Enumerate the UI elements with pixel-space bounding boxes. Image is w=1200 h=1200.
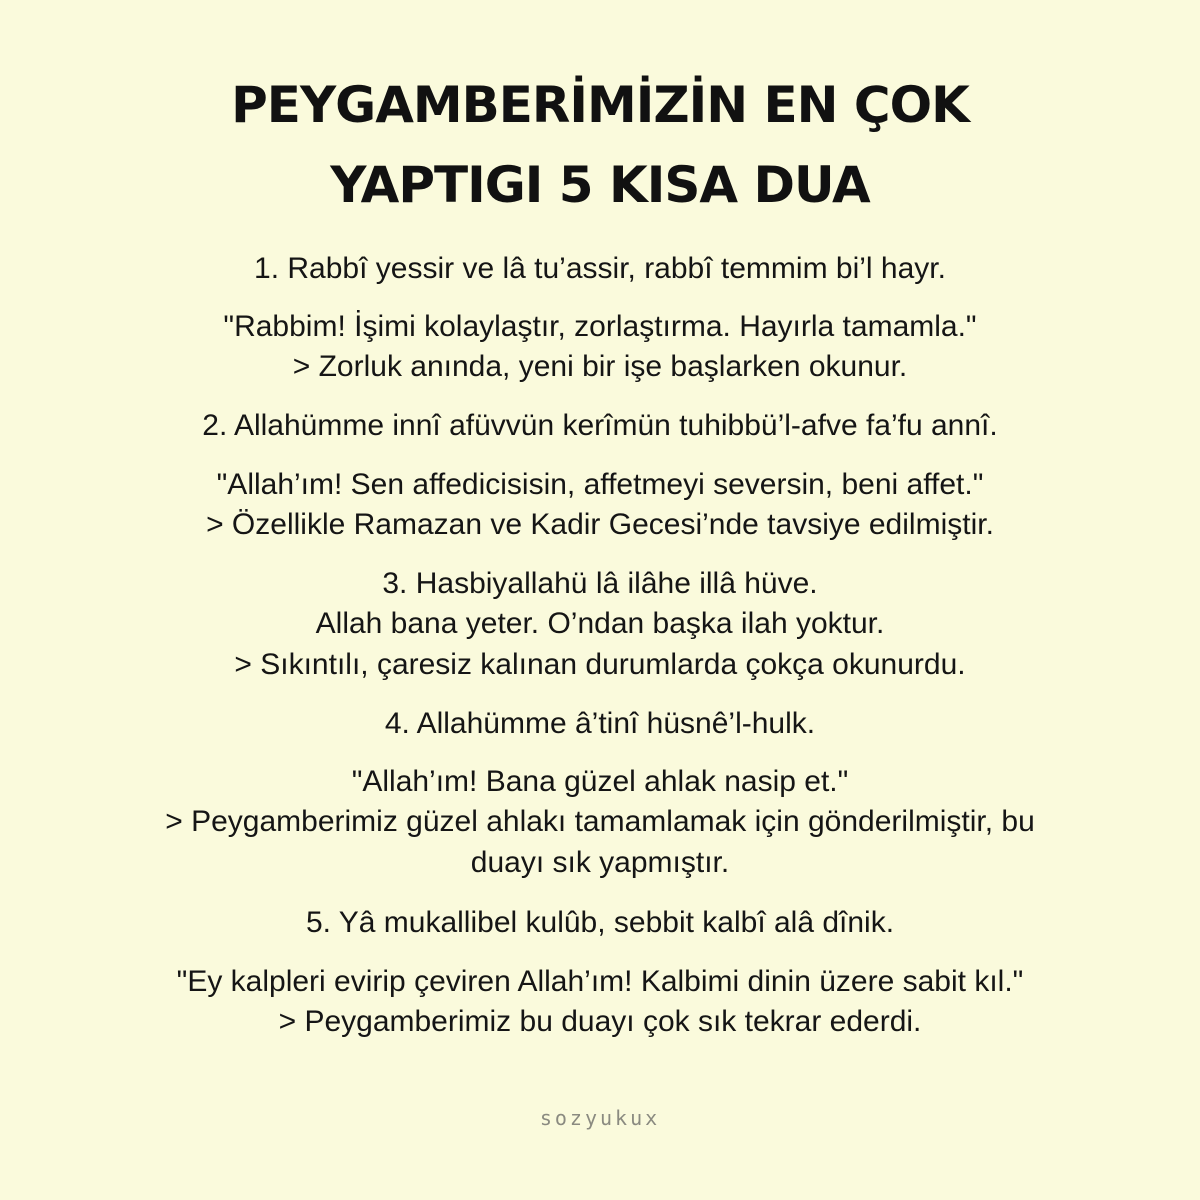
dua-4-note-continued: duayı sık yapmıştır. — [470, 846, 730, 879]
dua-2-transliteration: 2. Allahümme innî afüvvün kerîmün tuhibbü’l-afve fa’fu annî. — [202, 409, 998, 442]
dua-5-transliteration: 5. Yâ mukallibel kulûb, sebbit kalbî alâ dînik. — [305, 906, 895, 939]
title-line-1: PEYGAMBERİMİZİN EN ÇOK — [231, 76, 969, 134]
dua-1-meaning: "Rabbim! İşimi kolaylaştır, zorlaştırma. Hayırla tamamla." — [223, 310, 977, 343]
dua-1-transliteration: 1. Rabbî yessir ve lâ tu’assir, rabbî temmim bi’l hayr. — [254, 252, 946, 285]
dua-3-meaning: Allah bana yeter. O’ndan başka ilah yoktur. — [315, 607, 885, 640]
dua-3-transliteration: 3. Hasbiyallahü lâ ilâhe illâ hüve. — [382, 567, 818, 600]
dua-2-meaning: "Allah’ım! Sen affedicisisin, affetmeyi seversin, beni affet." — [216, 468, 984, 501]
dua-4-note: > Peygamberimiz güzel ahlakı tamamlamak için gönderilmiştir, bu — [165, 805, 1035, 838]
dua-4-transliteration: 4. Allahümme â’tinî hüsnê’l-hulk. — [384, 707, 816, 740]
dua-3-note: > Sıkıntılı, çaresiz kalınan durumlarda çokça okunurdu. — [234, 648, 966, 681]
watermark: sozyukux — [539, 1106, 661, 1130]
dua-5-note: > Peygamberimiz bu duayı çok sık tekrar ederdi. — [278, 1005, 922, 1038]
dua-4-meaning: "Allah’ım! Bana güzel ahlak nasip et." — [351, 765, 849, 798]
dua-1-note: > Zorluk anında, yeni bir işe başlarken okunur. — [292, 350, 908, 383]
dua-5-meaning: "Ey kalpleri evirip çeviren Allah’ım! Kalbimi dinin üzere sabit kıl." — [176, 965, 1024, 998]
dua-2-note: > Özellikle Ramazan ve Kadir Gecesi’nde tavsiye edilmiştir. — [206, 508, 994, 541]
title-line-2: YAPTIGI 5 KISA DUA — [330, 156, 870, 214]
